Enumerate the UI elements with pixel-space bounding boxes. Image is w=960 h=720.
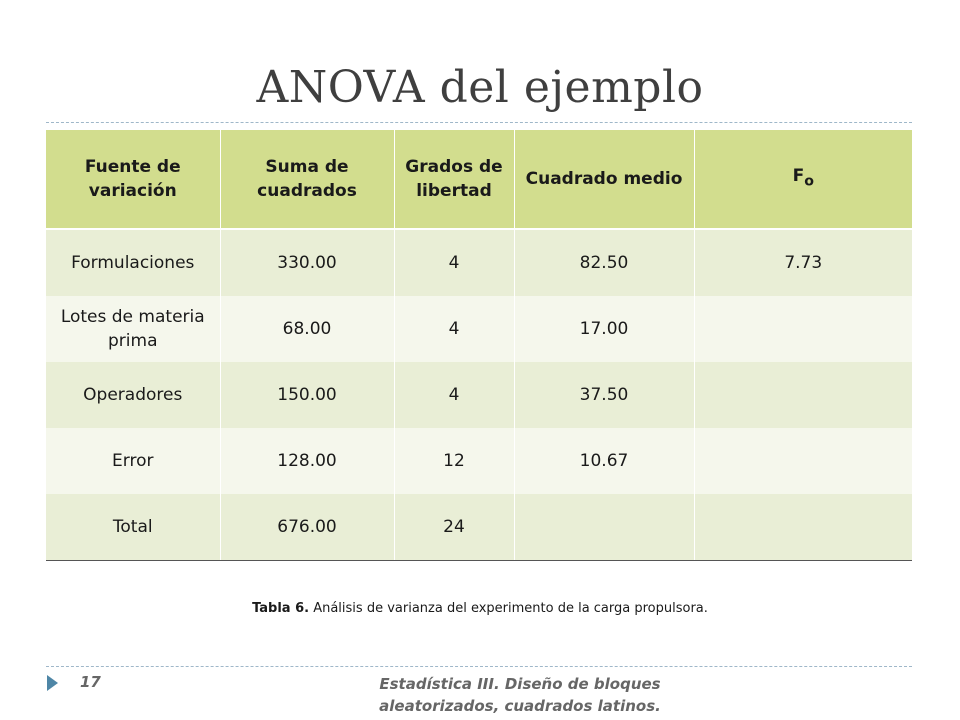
cell-grados: 4 <box>394 296 514 362</box>
cell-f0 <box>694 494 912 561</box>
table-row <box>46 229 912 296</box>
header-f0 <box>694 130 912 229</box>
cell-cuadrado <box>514 494 694 561</box>
footer-text: Estadística III. Diseño de bloques aleatorizados, cuadrados latinos. <box>379 675 661 715</box>
cell-cuadrado: 37.50 <box>514 362 694 428</box>
cell-fuente: Formulaciones <box>46 229 220 296</box>
cell-f0 <box>694 428 912 494</box>
cell-fuente: Error <box>46 428 220 494</box>
table-row <box>46 494 912 561</box>
cell-cuadrado: 82.50 <box>514 229 694 296</box>
bullet-arrow-icon <box>47 675 58 691</box>
page-number: 17 <box>80 673 101 691</box>
table-row <box>46 296 912 362</box>
footer-divider <box>46 666 912 667</box>
cell-suma: 128.00 <box>220 428 394 494</box>
cell-f0 <box>694 362 912 428</box>
cell-fuente: Operadores <box>46 362 220 428</box>
cell-f0 <box>694 296 912 362</box>
caption-text: Análisis de varianza del experimento de la carga propulsora. <box>309 601 708 616</box>
slide-title: ANOVA del ejemplo <box>256 62 704 113</box>
cell-cuadrado: 10.67 <box>514 428 694 494</box>
table-row <box>46 428 912 494</box>
cell-cuadrado: 17.00 <box>514 296 694 362</box>
cell-suma: 330.00 <box>220 229 394 296</box>
header-cuadrado: Cuadrado medio <box>514 130 694 229</box>
title-divider <box>46 122 912 123</box>
cell-suma: 676.00 <box>220 494 394 561</box>
cell-grados: 24 <box>394 494 514 561</box>
header-suma: Suma de cuadrados <box>220 130 394 229</box>
cell-fuente: Lotes de materia prima <box>46 296 220 362</box>
header-f-subscript: o <box>804 173 814 190</box>
cell-f0: 7.73 <box>694 229 912 296</box>
cell-grados: 12 <box>394 428 514 494</box>
cell-grados: 4 <box>394 362 514 428</box>
table-caption <box>250 598 710 620</box>
header-fuente: Fuente de variación <box>46 130 220 229</box>
cell-fuente: Total <box>46 494 220 561</box>
cell-suma: 150.00 <box>220 362 394 428</box>
table-row <box>46 362 912 428</box>
table-header-row <box>46 130 912 229</box>
cell-suma: 68.00 <box>220 296 394 362</box>
cell-grados: 4 <box>394 229 514 296</box>
caption-label: Tabla 6. <box>252 601 310 616</box>
header-grados: Grados de libertad <box>394 130 514 229</box>
anova-table <box>46 130 912 561</box>
header-f-letter: F <box>792 166 805 187</box>
